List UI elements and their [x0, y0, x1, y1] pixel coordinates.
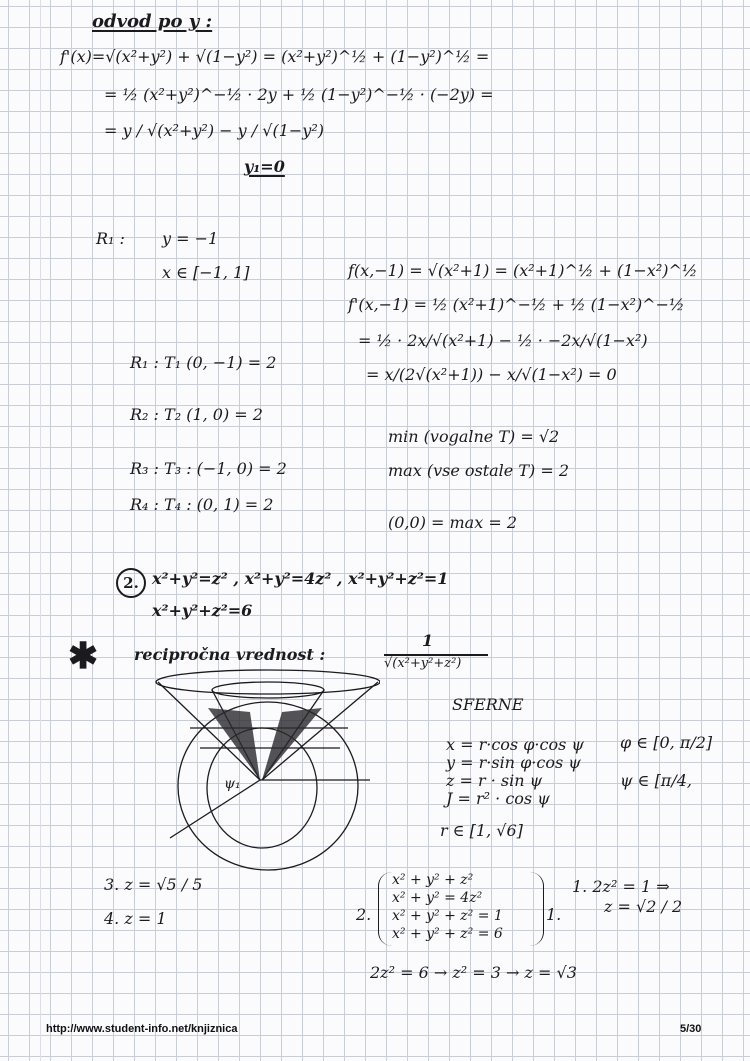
corner-point-2: R₂ : T₂ (1, 0) = 2 — [130, 405, 263, 424]
section-title: odvod po y : — [92, 11, 213, 32]
item-3: 3. z = √5 / 5 — [104, 875, 203, 894]
item-1-line-1: 1. 2z² = 1 ⇒ — [572, 877, 670, 896]
item-1-line-2: z = √2 / 2 — [604, 897, 683, 916]
derivation-line-1: f'(x)=√(x²+y²) + √(1−y²) = (x²+y²)^½ + (1−y²)^½ = — [60, 47, 490, 66]
boundary-x-range: x ∈ [−1, 1] — [162, 263, 250, 282]
psi-range: ψ ∈ [π/4, — [620, 771, 692, 790]
final-result: 2z² = 6 → z² = 3 → z = √3 — [370, 963, 577, 982]
boundary-y: y = −1 — [162, 229, 219, 248]
reciprocal-numerator: 1 — [422, 631, 434, 650]
system-line-4: x² + y² + z² = 6 — [392, 926, 503, 942]
reciprocal-label: recipročna vrednost : — [134, 645, 326, 664]
source-link[interactable]: http://www.student-info.net/knjiznica — [46, 1023, 238, 1035]
right-line-1: f(x,−1) = √(x²+1) = (x²+1)^½ + (1−x²)^½ — [348, 261, 698, 280]
phi-range: φ ∈ [0, π/2] — [620, 733, 713, 752]
derivation-line-2: = ½ (x²+y²)^−½ · 2y + ½ (1−y²)^−½ · (−2y) = — [104, 85, 494, 104]
min-corner: min (vogalne T) = √2 — [388, 427, 560, 446]
right-line-2: f'(x,−1) = ½ (x²+1)^−½ + ½ (1−x²)^−½ — [348, 295, 685, 314]
system-label: 2. — [356, 905, 372, 924]
derivation-line-3: = y / √(x²+y²) − y / √(1−y²) — [104, 121, 324, 140]
spherical-title: SFERNE — [452, 695, 524, 714]
max-other: max (vse ostale T) = 2 — [388, 461, 570, 480]
cone-sphere-sketch — [150, 668, 380, 888]
problem-number — [116, 568, 146, 598]
system-line-3: x² + y² + z² = 1 — [392, 908, 503, 924]
system-line-2: x² + y² = 4z² — [392, 890, 483, 906]
system-line-1: x² + y² + z² — [392, 872, 474, 888]
reciprocal-denominator: √(x²+y²+z²) — [384, 656, 462, 671]
eq-x: x = r·cos φ·cos ψ — [446, 735, 584, 754]
corner-point-3: R₃ : T₃ : (−1, 0) = 2 — [130, 459, 287, 478]
stationary-point: y₁=0 — [244, 157, 285, 176]
eq-z: z = r · sin ψ — [446, 771, 543, 790]
problem-number-circle: 2. — [116, 568, 146, 598]
r-range: r ∈ [1, √6] — [440, 821, 523, 840]
origin-max: (0,0) = max = 2 — [388, 513, 517, 532]
item-4: 4. z = 1 — [104, 909, 167, 928]
problem-sphere: x²+y²+z²=6 — [152, 601, 253, 620]
boundary-label: R₁ : — [96, 229, 125, 248]
page-number: 5/30 — [680, 1023, 702, 1035]
eq-y: y = r·sin φ·cos ψ — [446, 753, 581, 772]
eq-jacobian: J = r² · cos ψ — [446, 789, 550, 808]
right-line-3: = ½ · 2x/√(x²+1) − ½ · −2x/√(1−x²) — [358, 331, 648, 350]
corner-point-4: R₄ : T₄ : (0, 1) = 2 — [130, 495, 274, 514]
problem-surfaces: x²+y²=z² , x²+y²=4z² , x²+y²+z²=1 — [152, 569, 449, 588]
sketch-angle-label: ψ₁ — [224, 776, 241, 792]
right-line-4: = x/(2√(x²+1)) − x/√(1−x²) = 0 — [366, 365, 617, 384]
star-mark: ✱ — [68, 635, 99, 677]
system-tail: 1. — [546, 905, 562, 924]
corner-point-1: R₁ : T₁ (0, −1) = 2 — [130, 353, 277, 372]
